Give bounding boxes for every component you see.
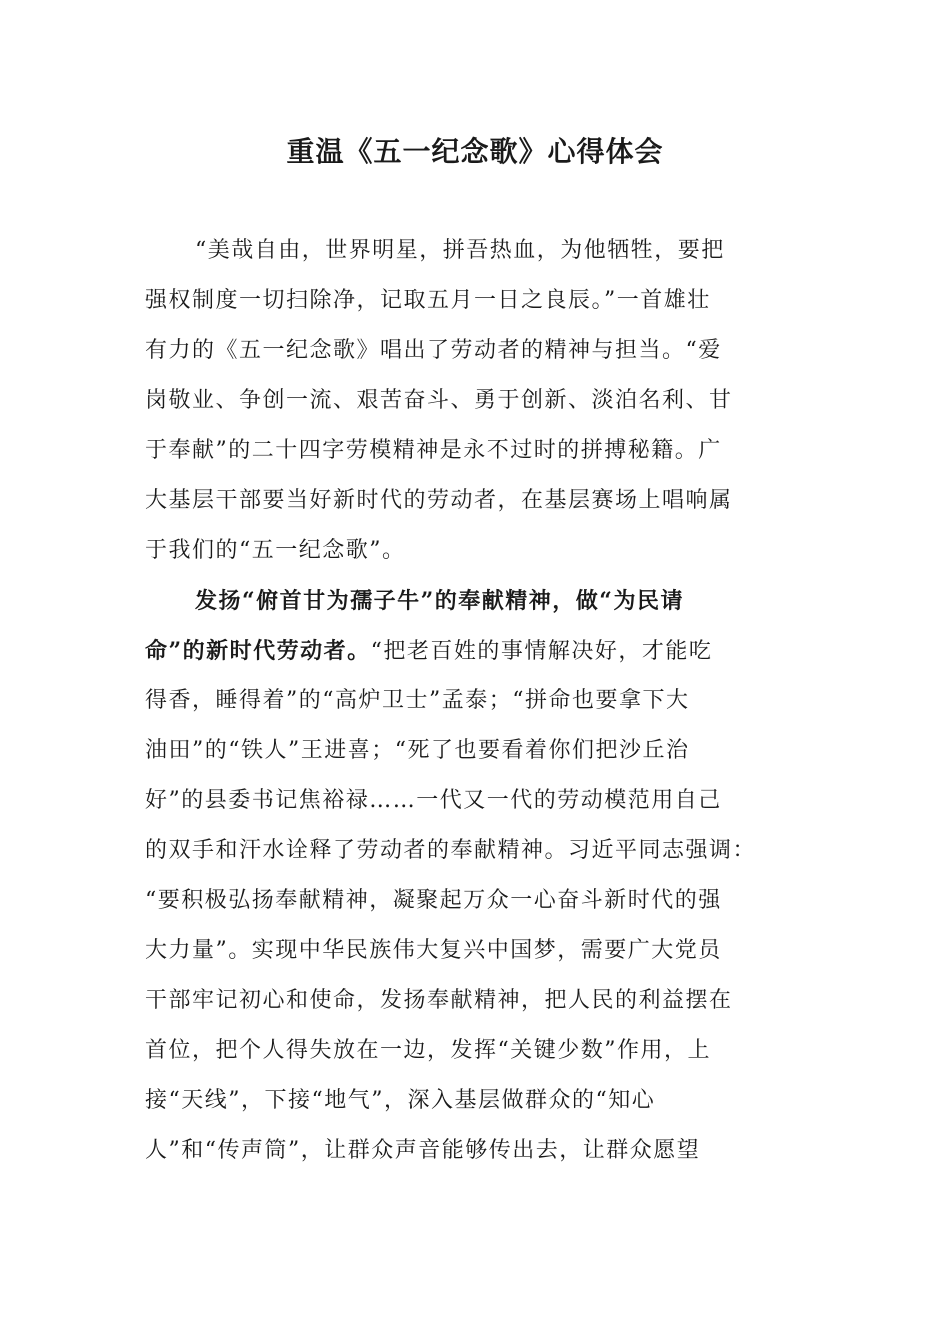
paragraph-1-line-4: 岗敬业、争创一流、艰苦奋斗、勇于创新、淡泊名利、甘	[145, 388, 733, 413]
paragraph-2-line-1	[145, 626, 791, 676]
paragraph-2-line-10: 接“天线”，下接“地气”，深入基层做群众的“知心	[145, 1088, 656, 1113]
paragraph-2-line-2: 得香，睡得着”的“高炉卫士”孟泰；“拼命也要拿下大	[145, 688, 690, 713]
document-body	[145, 226, 791, 1176]
paragraph-2-line-7: 大力量”。实现中华民族伟大复兴中国梦，需要广大党员	[145, 938, 722, 963]
paragraph-2-line-4: 好”的县委书记焦裕禄……一代又一代的劳动模范用自己	[145, 788, 722, 813]
paragraph-1-line-5: 于奉献”的二十四字劳模精神是永不过时的拼搏秘籍。广	[145, 438, 722, 463]
paragraph-2-line-8: 干部牢记初心和使命，发扬奉献精神，把人民的利益摆在	[145, 988, 733, 1013]
paragraph-1-line-2: 强权制度一切扫除净，记取五月一日之良辰。”一首雄壮	[145, 288, 711, 313]
section-heading-line-1: 发扬“俯首甘为孺子牛”的奉献精神，做“为民请	[195, 588, 684, 614]
paragraph-2-line-6: “要积极弘扬奉献精神，凝聚起万众一心奋斗新时代的强	[145, 888, 722, 913]
paragraph-1-line-3: 有力的《五一纪念歌》唱出了劳动者的精神与担当。“爱	[145, 338, 722, 363]
paragraph-1-line-1: “美哉自由，世界明星，拼吾热血，为他牺牲，要把	[195, 238, 725, 263]
section-heading-line-2: 命”的新时代劳动者。	[145, 638, 371, 664]
paragraph-2-line-3: 油田”的“铁人”王进喜；“死了也要看着你们把沙丘治	[145, 738, 690, 763]
paragraph-2-line-9: 首位，把个人得失放在一边，发挥“关键少数”作用，上	[145, 1038, 711, 1063]
paragraph-2-text-start: “把老百姓的事情解决好，才能吃	[370, 639, 713, 664]
paragraph-2-line-5: 的双手和汗水诠释了劳动者的奉献精神。习近平同志强调：	[145, 838, 757, 863]
document-title: 重温《五一纪念歌》心得体会	[286, 135, 664, 168]
paragraph-1-line-6: 大基层干部要当好新时代的劳动者，在基层赛场上唱响属	[145, 488, 733, 513]
paragraph-1-line-7: 于我们的“五一纪念歌”。	[145, 538, 406, 563]
paragraph-2-line-11: 人”和“传声筒”，让群众声音能够传出去，让群众愿望	[145, 1138, 701, 1163]
